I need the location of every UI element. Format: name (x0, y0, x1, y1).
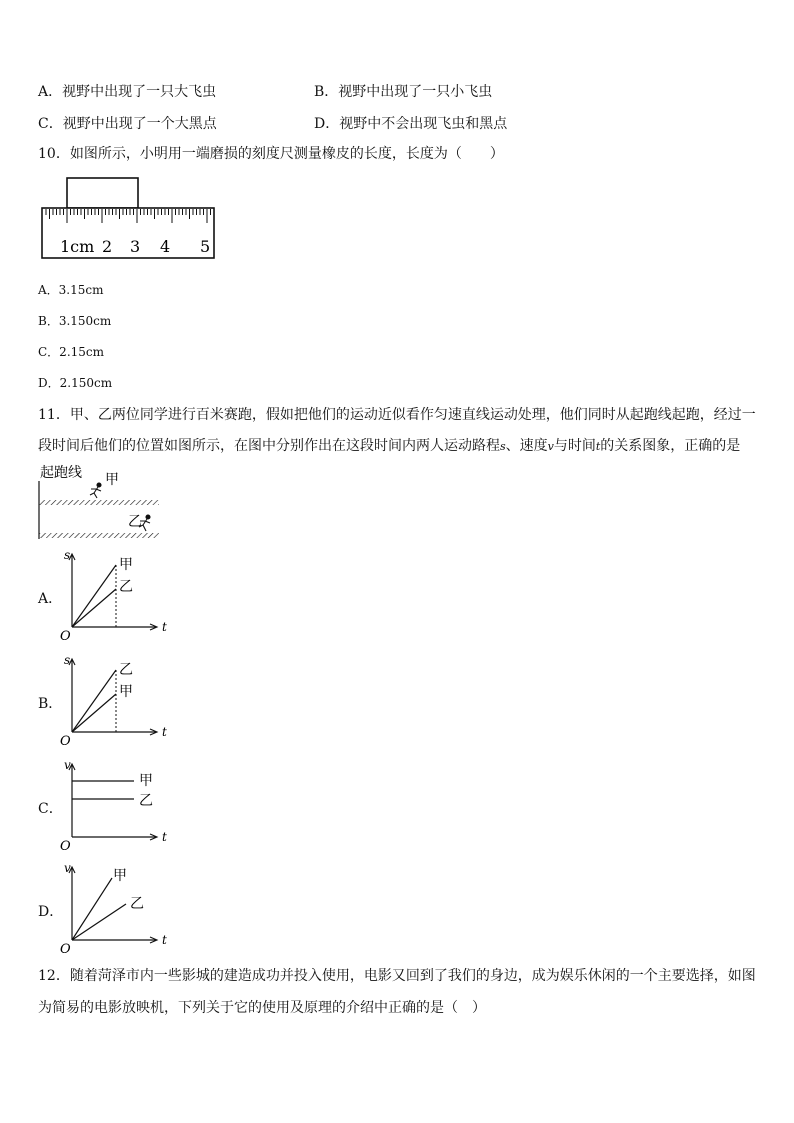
line-lower (72, 904, 126, 940)
q9-option-a: A．视野中出现了一只大飞虫 (38, 84, 217, 100)
ruler-label: 2 (102, 237, 113, 256)
line-lower (72, 589, 116, 627)
q11-option-graph (60, 755, 170, 855)
q11-option-letter: A． (38, 591, 63, 607)
line-lower-label: 乙 (119, 579, 133, 595)
q11-stem-line2: 段时间后他们的位置如图所示，在图中分别作出在这段时间内两人运动路程s、速度v与时间t的关系图象，正确的是 (38, 438, 741, 454)
q11-option-letter: B． (38, 696, 63, 712)
q12-stem-line2: 为简易的电影放映机，下列关于它的使用及原理的介绍中正确的是（ ） (38, 1000, 486, 1016)
line-upper-label: 甲 (113, 868, 127, 884)
q11-option-graph (60, 650, 170, 750)
ruler-label: 1cm (60, 237, 95, 256)
y-axis-label: v (64, 758, 71, 772)
q11-option-letter: C． (38, 801, 63, 817)
q11-option-graph (60, 858, 170, 958)
x-axis-label: t (162, 933, 167, 947)
q10-option-a: A．3.15cm (38, 283, 104, 297)
race-track-figure (36, 463, 166, 543)
line-upper (72, 670, 116, 732)
runner-b-label: 乙 (128, 514, 142, 530)
line-upper-label: 乙 (119, 662, 133, 678)
q9-option-b: B．视野中出现了一只小飞虫 (314, 84, 493, 100)
line-upper-label: 甲 (119, 557, 133, 573)
origin-label: O (60, 942, 71, 957)
track-lane-top (39, 500, 159, 505)
runner-a-icon (90, 483, 101, 498)
line-upper (72, 878, 112, 940)
ruler-label: 4 (160, 237, 171, 256)
x-axis-label: t (162, 620, 167, 634)
runner-a-label: 甲 (105, 472, 119, 488)
q11-option-letter: D． (38, 904, 64, 920)
q10-option-b: B．3.150cm (38, 314, 112, 328)
q10-stem: 10．如图所示，小明用一端磨损的刻度尺测量橡皮的长度，长度为（ ） (38, 146, 504, 162)
q9-option-d: D．视野中不会出现飞虫和黑点 (314, 116, 508, 132)
y-axis-label: s (64, 548, 71, 562)
ruler-figure (38, 176, 218, 266)
line-upper (72, 565, 116, 627)
ruler-label: 5 (200, 237, 211, 256)
start-line-label: 起跑线 (40, 465, 82, 481)
x-axis-label: t (162, 830, 167, 844)
y-axis-label: v (64, 861, 71, 875)
origin-label: O (60, 629, 71, 644)
x-axis-label: t (162, 725, 167, 739)
line-lower-label: 甲 (119, 684, 133, 700)
q12-stem-line1: 12．随着菏泽市内一些影城的建造成功并投入使用，电影又回到了我们的身边，成为娱乐休闲的一个主要选择，如图 (38, 968, 756, 984)
q10-option-d: D．2.150cm (38, 376, 113, 390)
line-lower (72, 694, 116, 732)
origin-label: O (60, 839, 71, 854)
ruler-label: 3 (130, 237, 141, 256)
origin-label: O (60, 734, 71, 749)
track-lane-bottom (39, 533, 159, 538)
q10-option-c: C．2.15cm (38, 345, 105, 359)
q11-stem-line1: 11．甲、乙两位同学进行百米赛跑，假如把他们的运动近似看作匀速直线运动处理，他们同时从起跑线起跑，经过一 (38, 407, 756, 423)
line-lower-label: 乙 (130, 896, 144, 912)
q9-option-c: C．视野中出现了一个大黑点 (38, 116, 217, 132)
line-lower-label: 乙 (139, 793, 153, 809)
y-axis-label: s (64, 653, 71, 667)
line-upper-label: 甲 (139, 773, 153, 789)
q11-option-graph (60, 545, 170, 645)
